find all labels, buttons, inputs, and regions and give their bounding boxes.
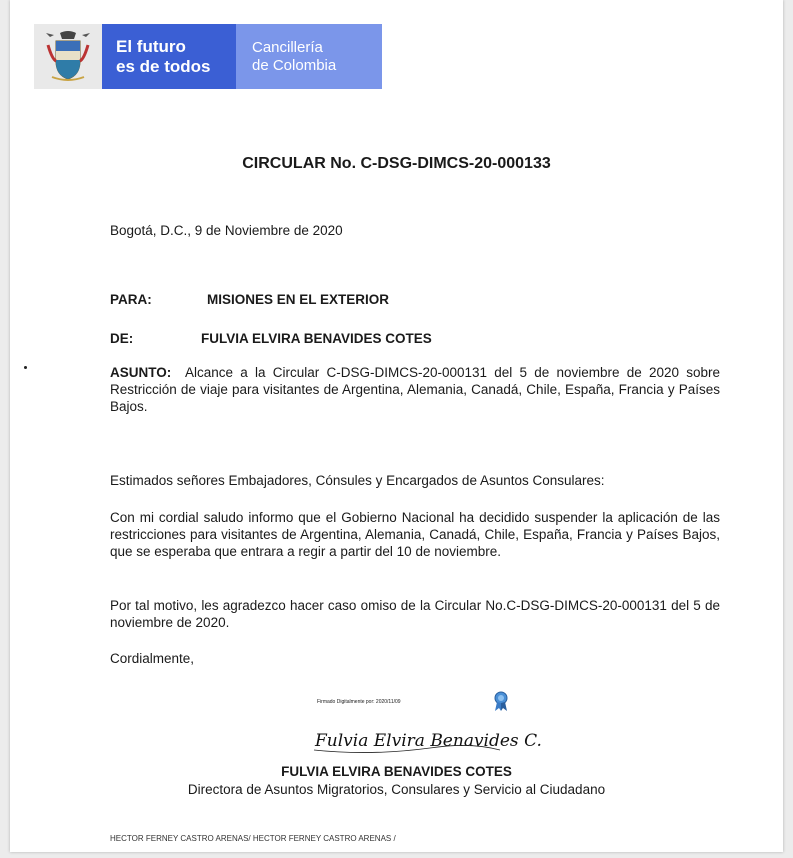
circular-title: CIRCULAR No. C-DSG-DIMCS-20-000133: [242, 155, 551, 172]
ministry-line1: Cancillería: [252, 38, 323, 56]
asunto-paragraph: [110, 364, 720, 415]
ministry-line2: de Colombia: [252, 56, 337, 74]
de-value: FULVIA ELVIRA BENAVIDES COTES: [201, 331, 432, 346]
signer-name: FULVIA ELVIRA BENAVIDES COTES: [281, 764, 512, 779]
slogan-line2: es de todos: [116, 56, 211, 76]
digital-signature-stamp: Firmado Digitalmente por: 2020/11/09: [317, 699, 401, 705]
asunto-label: ASUNTO:: [110, 365, 172, 380]
handwritten-signature: [310, 720, 542, 765]
signature-text: Fulvia Elvira Benavides C.: [315, 731, 542, 751]
body-paragraph-2: Por tal motivo, les agradezco hacer caso omiso de la Circular No.C-DSG-DIMCS-20-000131 del 5 de noviembre de 2020.: [110, 598, 720, 630]
asunto-text: Alcance a la Circular C-DSG-DIMCS-20-000131 del 5 de noviembre de 2020 sobre Restricción de viaje para visitantes de Argentina, Alemania, Canadá, Chile, España, Francia y Países Bajos.: [110, 365, 720, 414]
slogan-block: [102, 24, 236, 89]
closing: Cordialmente,: [110, 651, 195, 666]
de-label: DE:: [110, 331, 134, 346]
document-page: [10, 0, 783, 852]
para-label: PARA:: [110, 292, 152, 307]
ministry-block: [236, 24, 382, 89]
signer-position: Directora de Asuntos Migratorios, Consulares y Servicio al Ciudadano: [187, 782, 606, 797]
seal-icon: [492, 690, 510, 717]
scan-mark: [24, 366, 27, 369]
greeting: Estimados señores Embajadores, Cónsules y Encargados de Asuntos Consulares:: [110, 473, 605, 488]
slogan-line1: El futuro: [116, 36, 186, 56]
para-value: MISIONES EN EL EXTERIOR: [207, 292, 390, 307]
footer-initials: HECTOR FERNEY CASTRO ARENAS/ HECTOR FERNEY CASTRO ARENAS /: [110, 834, 396, 843]
colombia-coat-of-arms-icon: [34, 24, 102, 89]
header-banner: [34, 24, 382, 89]
body-paragraph-1: Con mi cordial saludo informo que el Gobierno Nacional ha decidido suspender la aplicación de las restricciones para visitantes de Argentina, Alemania, Canadá, Chile, España, Francia y Países Bajos, que se esperaba que entrara a regir a partir del 10 de noviembre.: [110, 510, 720, 559]
place-date: Bogotá, D.C., 9 de Noviembre de 2020: [110, 223, 343, 238]
